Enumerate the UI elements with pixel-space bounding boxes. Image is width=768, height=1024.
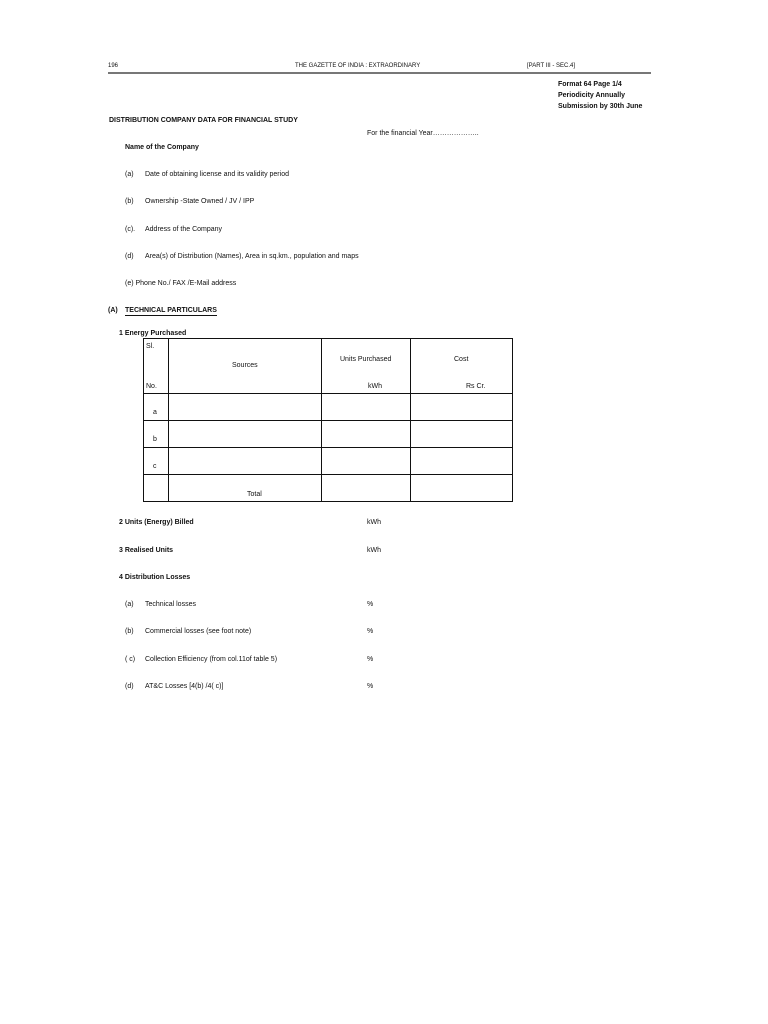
periodicity-line: Periodicity Annually xyxy=(558,92,626,99)
sources-cell xyxy=(169,448,322,475)
percent-unit: % xyxy=(367,601,374,608)
row-label: b xyxy=(153,436,157,443)
realised-units-label: 3 Realised Units xyxy=(119,547,174,554)
realised-units-unit: kWh xyxy=(367,547,381,554)
row-label: c xyxy=(153,463,157,470)
energy-purchased-title: 1 Energy Purchased xyxy=(119,330,187,337)
units-billed-unit: kWh xyxy=(367,519,381,526)
item-marker: ( c) xyxy=(125,656,136,663)
submission-line: Submission by 30th June xyxy=(558,103,643,110)
header-cost-unit: Rs Cr. xyxy=(466,383,486,390)
units-cell xyxy=(322,421,411,448)
item-marker: (a) xyxy=(125,601,134,608)
sources-cell xyxy=(169,421,322,448)
header-rule xyxy=(108,72,651,74)
gazette-title: THE GAZETTE OF INDIA : EXTRAORDINARY xyxy=(295,63,421,69)
cost-cell xyxy=(411,421,513,448)
units-cell xyxy=(322,475,411,502)
commercial-losses-label: Commercial losses (see foot note) xyxy=(145,628,252,635)
header-cell-sources xyxy=(169,339,322,394)
contact-label: (e) Phone No./ FAX /E-Mail address xyxy=(125,280,237,287)
percent-unit: % xyxy=(367,656,374,663)
distribution-losses-title: 4 Distribution Losses xyxy=(119,574,191,581)
table-row xyxy=(144,394,513,421)
atc-losses-label: AT&C Losses [4(b) /4( c)] xyxy=(145,683,224,690)
table-row xyxy=(144,448,513,475)
section-marker: (A) xyxy=(108,307,118,314)
energy-purchased-table xyxy=(143,338,513,502)
cost-cell xyxy=(411,394,513,421)
total-cell xyxy=(169,475,322,502)
total-label: Total xyxy=(247,491,262,498)
part-section: [PART III - SEC.4] xyxy=(527,63,576,69)
format-line: Format 64 Page 1/4 xyxy=(558,81,622,88)
collection-efficiency-label: Collection Efficiency (from col.11of table 5) xyxy=(145,656,278,663)
header-cost: Cost xyxy=(454,356,469,363)
units-billed-label: 2 Units (Energy) Billed xyxy=(119,519,194,526)
header-no: No. xyxy=(146,383,157,390)
header-units-purchased: Units Purchased xyxy=(340,356,392,363)
license-date-label: Date of obtaining license and its validity period xyxy=(145,171,289,178)
item-marker: (d) xyxy=(125,683,134,690)
company-name-label: Name of the Company xyxy=(125,144,199,151)
row-sl-cell xyxy=(144,421,169,448)
header-units-unit: kWh xyxy=(368,383,382,390)
percent-unit: % xyxy=(367,628,374,635)
table-header-row xyxy=(144,339,513,394)
header-cell-sl xyxy=(144,339,169,394)
cost-cell xyxy=(411,475,513,502)
item-marker: (a) xyxy=(125,171,134,178)
units-cell xyxy=(322,448,411,475)
row-label: a xyxy=(153,409,157,416)
header-sources: Sources xyxy=(232,362,258,369)
financial-year-field: For the financial Year……………….. xyxy=(367,130,479,137)
ownership-label: Ownership -State Owned / JV / IPP xyxy=(145,198,255,205)
header-cell-cost xyxy=(411,339,513,394)
cost-cell xyxy=(411,448,513,475)
row-sl-cell xyxy=(144,394,169,421)
row-sl-cell xyxy=(144,448,169,475)
units-cell xyxy=(322,394,411,421)
sources-cell xyxy=(169,394,322,421)
section-title: TECHNICAL PARTICULARS xyxy=(125,307,217,314)
header-cell-units xyxy=(322,339,411,394)
item-marker: (d) xyxy=(125,253,134,260)
header-sl: Sl. xyxy=(146,343,155,350)
document-title: DISTRIBUTION COMPANY DATA FOR FINANCIAL STUDY xyxy=(109,117,298,124)
address-label: Address of the Company xyxy=(145,226,223,233)
item-marker: (c). xyxy=(125,226,136,233)
technical-losses-label: Technical losses xyxy=(145,601,196,608)
table-total-row xyxy=(144,475,513,502)
item-marker: (b) xyxy=(125,198,134,205)
percent-unit: % xyxy=(367,683,374,690)
page-number: 196 xyxy=(108,63,119,69)
table-row xyxy=(144,421,513,448)
distribution-area-label: Area(s) of Distribution (Names), Area in sq.km., population and maps xyxy=(145,253,359,260)
item-marker: (b) xyxy=(125,628,134,635)
row-sl-cell xyxy=(144,475,169,502)
